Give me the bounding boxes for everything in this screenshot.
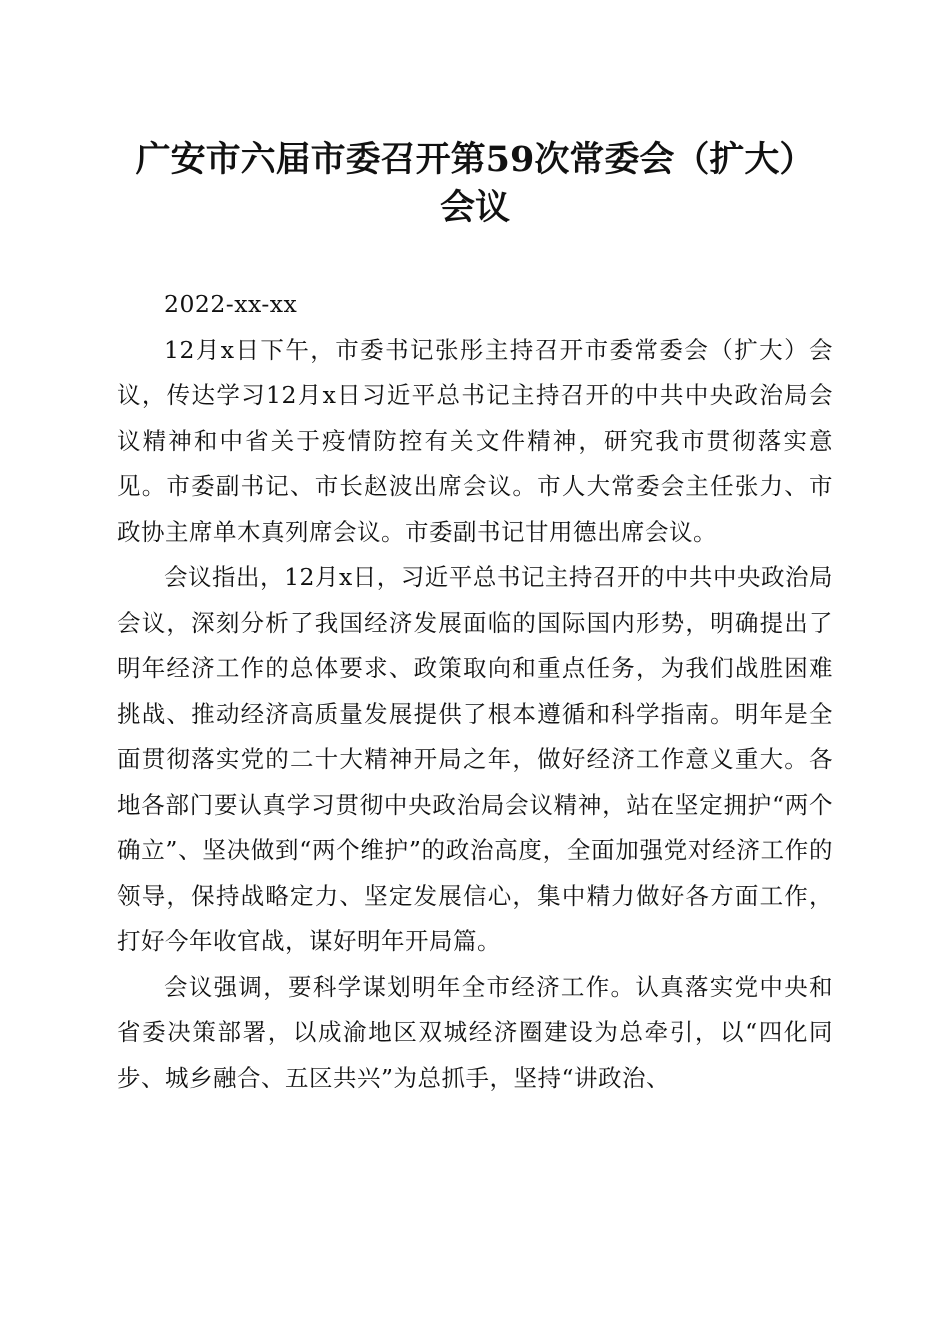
document-body <box>117 282 833 1101</box>
paragraph: 12月x日下午，市委书记张彤主持召开市委常委会（扩大）会议，传达学习12月x日习近平总书记主持召开的中共中央政治局会议精神和中省关于疫情防控有关文件精神，研究我市贯彻落实意见。市委副书记、市长赵波出席会议。市人大常委会主任张力、市政协主席单木真列席会议。市委副书记甘用德出席会议。 <box>117 335 833 546</box>
document-date: 2022-xx-xx <box>164 290 298 318</box>
paragraph: 会议指出，12月x日，习近平总书记主持召开的中共中央政治局会议，深刻分析了我国经济发展面临的国际国内形势，明确提出了明年经济工作的总体要求、政策取向和重点任务，为我们战胜困难挑战、推动经济高质量发展提供了根本遵循和科学指南。明年是全面贯彻落实党的二十大精神开局之年，做好经济工作意义重大。各地各部门要认真学习贯彻中央政治局会议精神，站在坚定拥护“两个确立”、坚决做到“两个维护”的政治高度，全面加强党对经济工作的领导，保持战略定力、坚定发展信心，集中精力做好各方面工作，打好今年收官战，谋好明年开局篇。 <box>117 563 833 955</box>
document-title <box>100 136 850 232</box>
title-line-1: 广安市六届市委召开第59次常委会（扩大） <box>135 139 815 180</box>
paragraph: 会议强调，要科学谋划明年全市经济工作。认真落实党中央和省委决策部署，以成渝地区双城经济圈建设为总牵引，以“四化同步、城乡融合、五区共兴”为总抓手，坚持“讲政治、 <box>117 972 833 1092</box>
title-line-2: 会议 <box>439 187 510 228</box>
